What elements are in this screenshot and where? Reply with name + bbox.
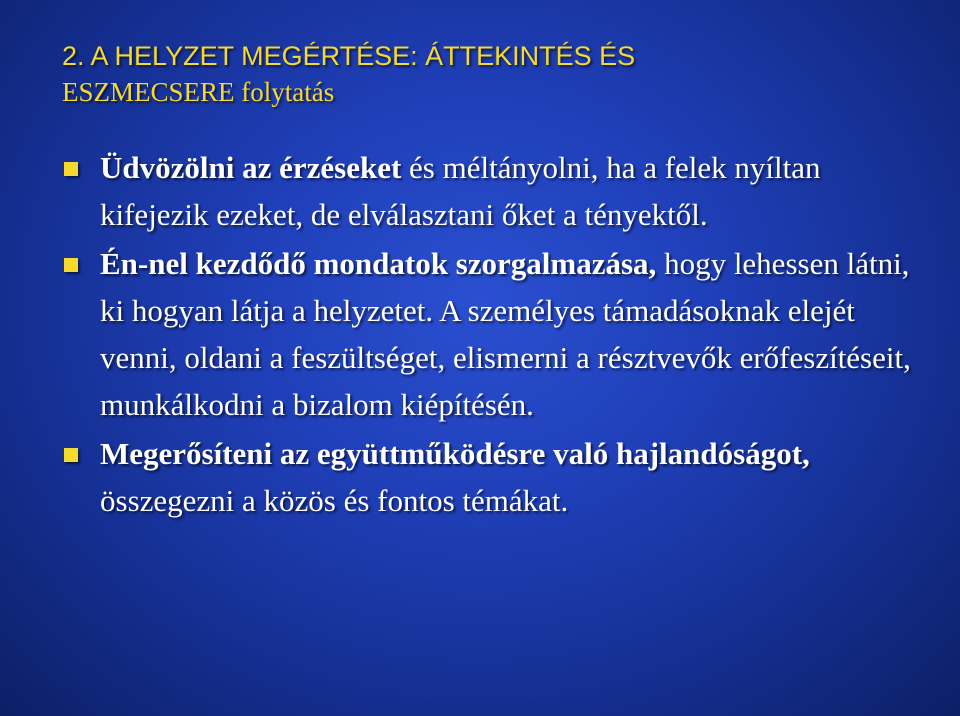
square-bullet-icon: [64, 162, 78, 176]
bullet-text: összegezni a közös és fontos témákat.: [100, 483, 569, 518]
square-bullet-icon: [64, 258, 78, 272]
slide-title-line-1: 2. A HELYZET MEGÉRTÉSE: ÁTTEKINTÉS ÉS: [62, 41, 636, 71]
bullet-list: [64, 144, 914, 524]
bullet-bold-text: Megerősíteni az együttműködésre való hajlandóságot,: [100, 436, 810, 471]
bullet-item-2: [64, 240, 914, 428]
square-bullet-icon: [64, 448, 78, 462]
slide-title-line-2: ESZMECSERE folytatás: [62, 77, 335, 107]
slide-title: [62, 38, 922, 110]
bullet-bold-text: Én-nel kezdődő mondatok szorgalmazása,: [100, 246, 657, 281]
bullet-text: és méltányolni, ha a felek nyíltan kifejezik ezeket, de elválasztani őket a tényektől.: [100, 150, 821, 232]
bullet-bold-text: Üdvözölni az érzéseket: [100, 150, 402, 185]
bullet-text: hogy lehessen látni, ki hogyan látja a helyzetet. A személyes támadásoknak elejét venni, oldani a feszültséget, elismerni a résztvevők erőfeszítéseit, munkálkodni a bizalom kiépítésén.: [100, 246, 911, 422]
bullet-item-3: [64, 430, 914, 524]
bullet-item-1: [64, 144, 914, 238]
